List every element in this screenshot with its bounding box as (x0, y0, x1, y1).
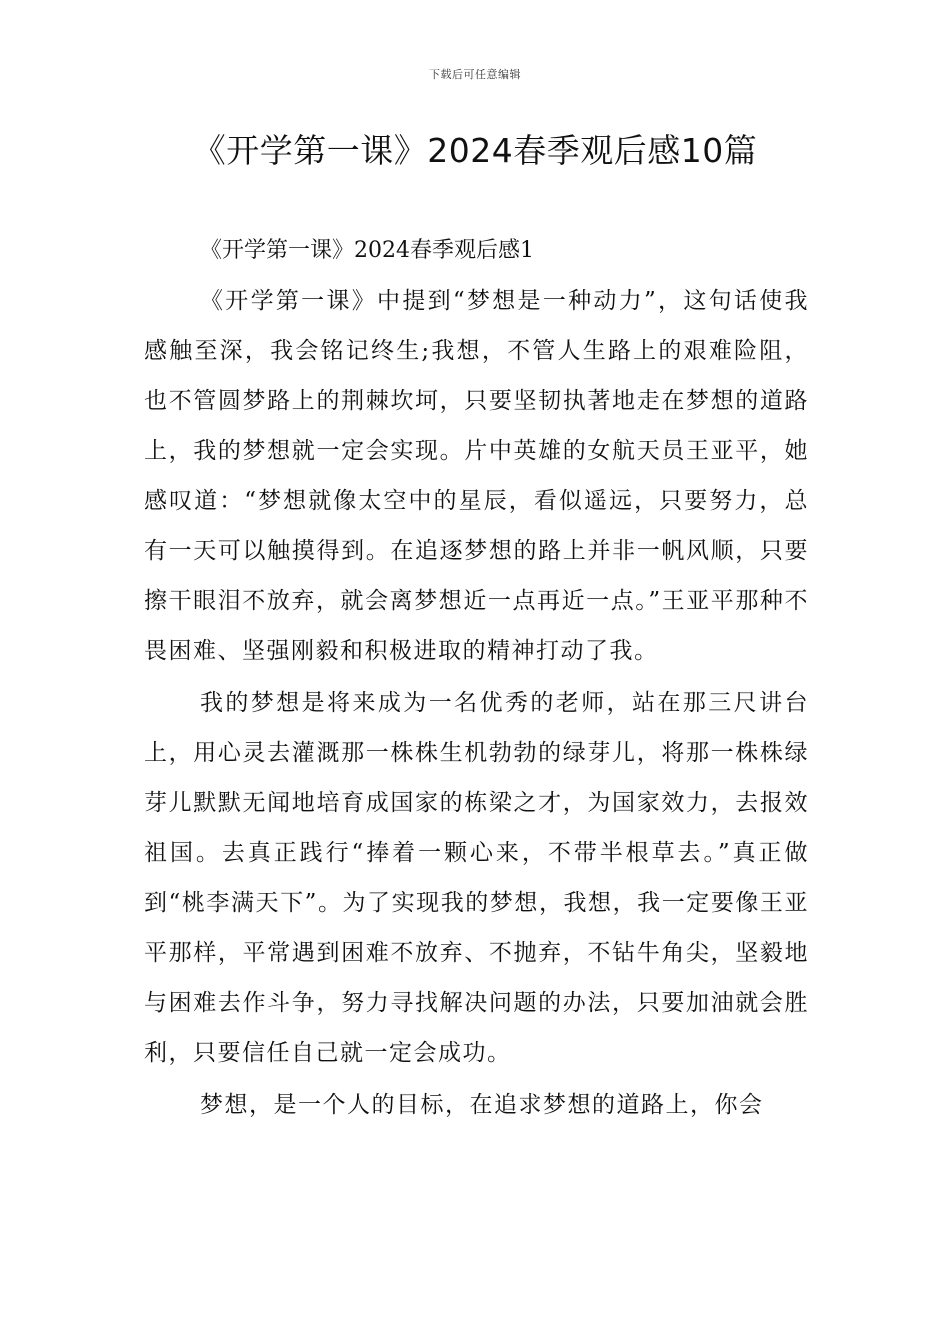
paragraph-3: 梦想，是一个人的目标，在追求梦想的道路上，你会 (200, 1092, 764, 1118)
section-title: 《开学第一课》2024春季观后感1 (200, 238, 534, 263)
document-body (144, 226, 809, 1132)
header-note: 下载后可任意编辑 (429, 68, 521, 81)
paragraph-2: 我的梦想是将来成为一名优秀的老师，站在那三尺讲台上，用心灵去灌溉那一株株生机勃勃的绿芽儿，将那一株株绿芽儿默默无闻地培育成国家的栋梁之才，为国家效力，去报效祖国。去真正践行“捧着一颗心来，不带半根草去。”真正做到“桃李满天下”。为了实现我的梦想，我想，我一定要像王亚平那样，平常遇到困难不放弃、不抛弃，不钻牛角尖，坚毅地与困难去作斗争，努力寻找解决问题的办法，只要加油就会胜利，只要信任自己就一定会成功。 (144, 690, 809, 1066)
paragraph-1: 《开学第一课》中提到“梦想是一种动力”，这句话使我感触至深，我会铭记终生;我想，不管人生路上的艰难险阻，也不管圆梦路上的荆棘坎坷，只要坚韧执著地走在梦想的道路上，我的梦想就一定会实现。片中英雄的女航天员王亚平，她感叹道：“梦想就像太空中的星辰，看似遥远，只要努力，总有一天可以触摸得到。在追逐梦想的路上并非一帆风顺，只要擦干眼泪不放弃，就会离梦想近一点再近一点。”王亚平那种不畏困难、坚强刚毅和积极进取的精神打动了我。 (144, 288, 809, 664)
document-title: 《开学第一课》2024春季观后感10篇 (192, 131, 758, 170)
